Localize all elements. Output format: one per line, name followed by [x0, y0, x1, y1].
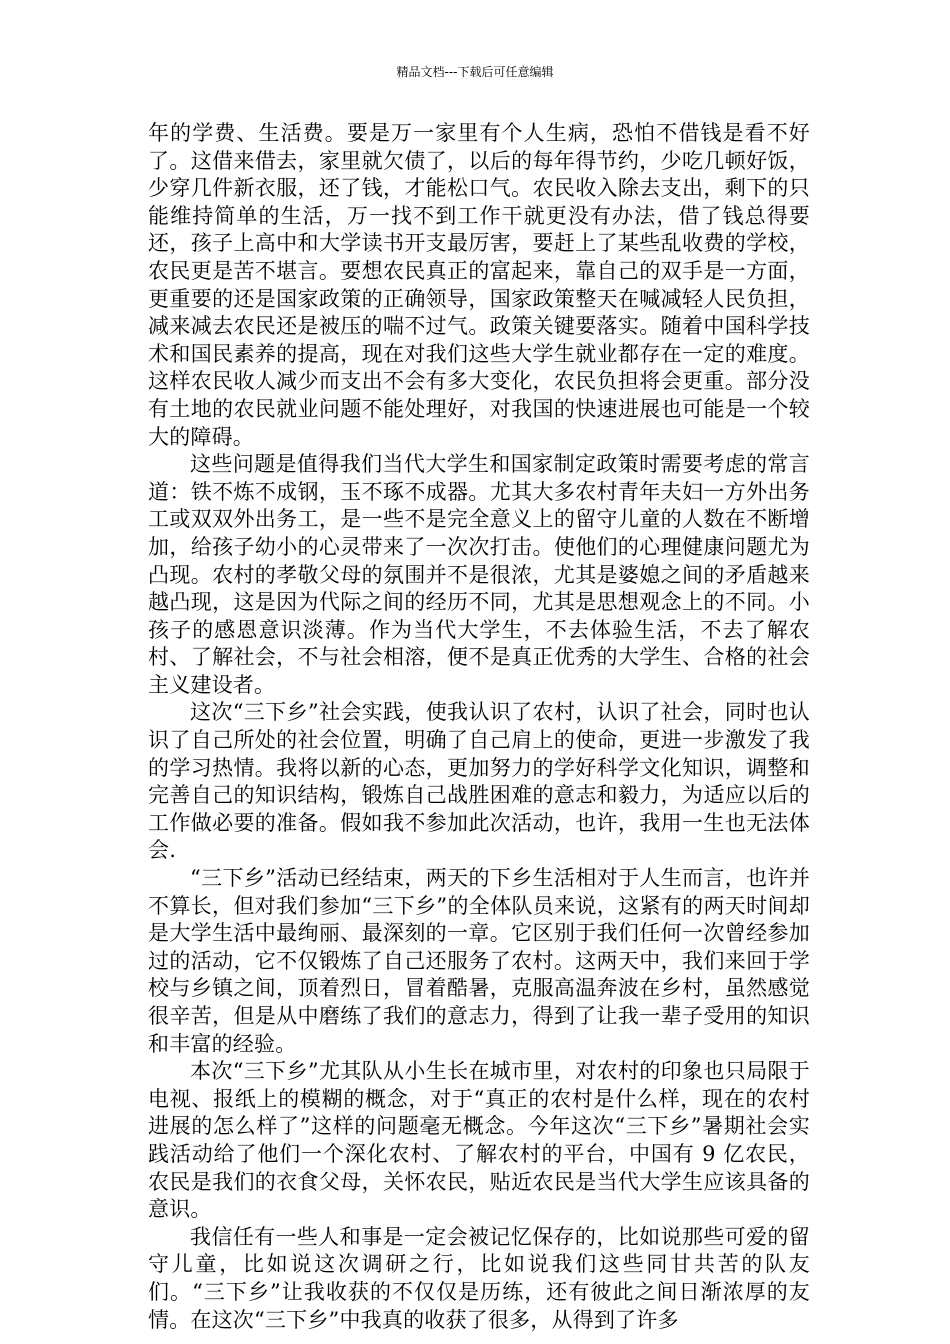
- paragraph-1: 年的学费、生活费。要是万一家里有个人生病，恐怕不借钱是看不好了。这借来借去，家里就欠债了，以后的每年得节约，少吃几顿好饭，少穿几件新衣服，还了钱，才能松口气。农民收入除去支出，剩下的只能维持简单的生活，万一找不到工作干就更没有办法，借了钱总得要还，孩子上高中和大学读书开支最厉害，要赶上了某些乱收费的学校，农民更是苦不堪言。要想农民真正的富起来，靠自己的双手是一方面，更重要的还是国家政策的正确领导，国家政策整天在喊减轻人民负担，减来减去农民还是被压的喘不过气。政策关键要落实。随着中国科学技术和国民素养的提高，现在对我们这些大学生就业都存在一定的难度。这样农民收人减少而支出不会有多大变化，农民负担将会更重。部分没有土地的农民就业问题不能处理好，对我国的快速进展也可能是一个较大的障碍。: [148, 121, 810, 449]
- paragraph-3: 这次“三下乡”社会实践，使我认识了农村，认识了社会，同时也认识了自己所处的社会位置，明确了自己肩上的使命，更进一步激发了我的学习热情。我将以新的心态，更加努力的学好科学文化知识，调整和完善自己的知识结构，锻炼自己战胜困难的意志和毅力，为适应以后的工作做必要的准备。假如我不参加此次活动，也许，我用一生也无法体会.: [148, 700, 810, 863]
- paragraph-4: “三下乡”活动已经结束，两天的下乡生活相对于人生而言，也许并不算长，但对我们参加“三下乡”的全体队员来说，这紧有的两天时间却是大学生活中最绚丽、最深刻的一章。它区别于我们任何一次曾经参加过的活动，它不仅锻炼了自己还服务了农村。这两天中，我们来回于学校与乡镇之间，顶着烈日，冒着酷暑，克服高温奔波在乡村，虽然感觉很辛苦，但是从中磨练了我们的意志力，得到了让我一辈子受用的知识和丰富的经验。: [148, 866, 810, 1056]
- paragraph-2: 这些问题是值得我们当代大学生和国家制定政策时需要考虑的常言道：铁不炼不成钢，玉不琢不成器。尤其大多农村青年夫妇一方外出务工或双双外出务工，是一些不是完全意义上的留守儿童的人数在不断增加，给孩子幼小的心灵带来了一次次打击。使他们的心理健康问题尤为凸现。农村的孝敬父母的氛围并不是很浓，尤其是婆媳之间的矛盾越来越凸现，这是因为代际之间的经历不同，尤其是思想观念上的不同。小孩子的感恩意识淡薄。作为当代大学生，不去体验生活，不去了解农村、了解社会，不与社会相溶，便不是真正优秀的大学生、合格的社会主义建设者。: [148, 452, 810, 697]
- paragraph-5: 本次“三下乡”尤其队从小生长在城市里，对农村的印象也只局限于电视、报纸上的模糊的概念，对于“真正的农村是什么样，现在的农村进展的怎么样了”这样的问题毫无概念。今年这次“三下乡”暑期社会实践活动给了他们一个深化农村、了解农村的平台，中国有 9 亿农民，农民是我们的衣食父母，关怀农民，贴近农民是当代大学生应该具备的意识。: [148, 1059, 810, 1222]
- page-header: 精品文档---下载后可任意编辑: [396, 65, 554, 79]
- document-body: [148, 120, 810, 1334]
- paragraph-6: 我信任有一些人和事是一定会被记忆保存的，比如说那些可爱的留守儿童，比如说这次调研之行，比如说我们这些同甘共苦的队友们。“三下乡”让我收获的不仅仅是历练，还有彼此之间日渐浓厚的友情。在这次“三下乡”中我真的收获了很多，从得到了许多: [148, 1224, 810, 1332]
